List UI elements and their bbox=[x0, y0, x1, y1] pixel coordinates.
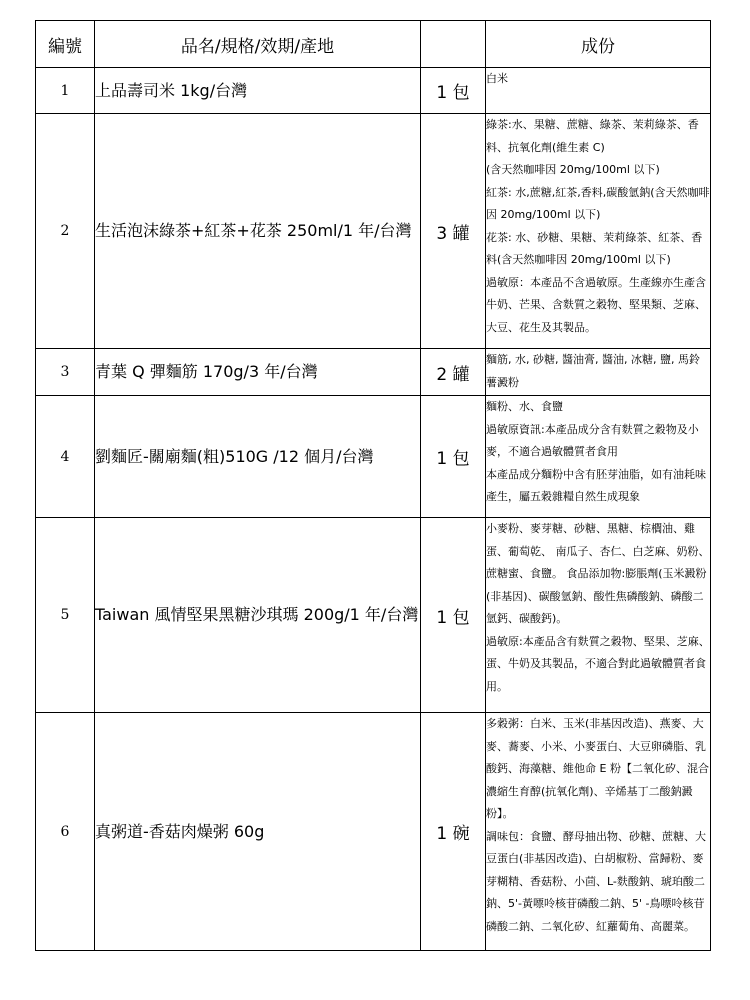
allergen-text: 過敏原:本產品含有麩質之穀物、堅果、芝麻、蛋、牛奶及其製品，不適合對此過敏體質者食用。 bbox=[486, 634, 710, 693]
seasoning-text: 調味包：食鹽、酵母抽出物、砂糖、蔗糖、大豆蛋白(非基因改造)、白胡椒粉、當歸粉、麥芽糊精、香菇粉、小茴、L-麩酸鈉、琥珀酸二鈉、5'-黃嘌呤核苷磷酸二鈉、5' -鳥嘌呤核苷磷酸二鈉、二氧化矽、紅蘿蔔角、高麗菜。 bbox=[486, 829, 706, 933]
row-number: 2 bbox=[36, 114, 95, 349]
table-row bbox=[36, 396, 711, 518]
row-number: 3 bbox=[36, 349, 95, 396]
quantity: 1 包 bbox=[421, 518, 486, 713]
product-table bbox=[35, 20, 711, 951]
ingredient-text: 多穀粥：白米、玉米(非基因改造)、燕麥、大麥、蕎麥、小米、小麥蛋白、大豆卵磷脂、乳酸鈣、海藻糖、維他命 E 粉【二氧化矽、混合濃縮生育醇(抗氧化劑)、辛烯基丁二酸鈉澱粉】。 bbox=[486, 717, 709, 820]
ingredient-text: 白米 bbox=[486, 72, 508, 85]
ingredient-text: 紅茶: 水,蔗糖,紅茶,香料,碳酸氫鈉(含天然咖啡因 20mg/100ml 以下) bbox=[486, 185, 710, 221]
header-row bbox=[36, 21, 711, 68]
ingredients-cell bbox=[486, 518, 711, 713]
ingredient-note: 本產品成分麵粉中含有胚芽油脂，如有油耗味產生，屬五穀雜糧自然生成現象 bbox=[486, 467, 706, 503]
allergen-text: 過敏原資訊:本產品成分含有麩質之穀物及小麥，不適合過敏體質者食用 bbox=[486, 422, 699, 458]
table-row bbox=[36, 349, 711, 396]
header-qty bbox=[421, 21, 486, 68]
product-name: 青葉 Q 彈麵筋 170g/3 年/台灣 bbox=[95, 349, 421, 396]
ingredients-cell bbox=[486, 68, 711, 114]
quantity: 1 包 bbox=[421, 68, 486, 114]
quantity: 1 包 bbox=[421, 396, 486, 518]
product-name: 劉麵匠-關廟麵(粗)510G /12 個月/台灣 bbox=[95, 396, 421, 518]
ingredients-cell bbox=[486, 713, 711, 951]
table-row bbox=[36, 68, 711, 114]
quantity: 2 罐 bbox=[421, 349, 486, 396]
product-name: 上品壽司米 1kg/台灣 bbox=[95, 68, 421, 114]
row-number: 6 bbox=[36, 713, 95, 951]
header-ingredients: 成份 bbox=[486, 21, 711, 68]
product-name: Taiwan 風情堅果黑糖沙琪瑪 200g/1 年/台灣 bbox=[95, 518, 421, 713]
product-name: 真粥道-香菇肉燥粥 60g bbox=[95, 713, 421, 951]
ingredients-cell bbox=[486, 114, 711, 349]
ingredient-text: 小麥粉、麥芽糖、砂糖、黑糖、棕櫚油、雞蛋、葡萄乾、 南瓜子、杏仁、白芝麻、奶粉、蔗糖蜜、食鹽。 食品添加物:膨脹劑(玉米澱粉(非基因)、碳酸氫鈉、酸性焦磷酸鈉、磷酸二氫鈣、碳酸鈣)。 bbox=[486, 522, 710, 625]
ingredients-cell bbox=[486, 349, 711, 396]
product-name: 生活泡沫綠茶+紅茶+花茶 250ml/1 年/台灣 bbox=[95, 114, 421, 349]
ingredients-cell bbox=[486, 396, 711, 518]
allergen-text: 過敏原：本產品不含過敏原。生產線亦生產含牛奶、芒果、含麩質之穀物、堅果類、芝麻、大豆、花生及其製品。 bbox=[486, 275, 706, 334]
header-no: 編號 bbox=[36, 21, 95, 68]
table-row bbox=[36, 114, 711, 349]
quantity: 3 罐 bbox=[421, 114, 486, 349]
row-number: 1 bbox=[36, 68, 95, 114]
ingredient-text: 綠茶:水、果糖、蔗糖、綠茶、茉莉綠茶、香料、抗氧化劑(維生素 C) bbox=[486, 118, 699, 154]
table-row bbox=[36, 518, 711, 713]
header-name: 品名/規格/效期/產地 bbox=[95, 21, 421, 68]
row-number: 5 bbox=[36, 518, 95, 713]
ingredient-text: (含天然咖啡因 20mg/100ml 以下) bbox=[486, 163, 660, 176]
row-number: 4 bbox=[36, 396, 95, 518]
table-row bbox=[36, 713, 711, 951]
ingredient-text: 花茶: 水、砂糖、果糖、茉莉綠茶、紅茶、香料(含天然咖啡因 20mg/100ml 以下) bbox=[486, 230, 703, 266]
ingredient-text: 麵粉、水、食鹽 bbox=[486, 400, 563, 413]
ingredient-text: 麵筋, 水, 砂糖, 醬油膏, 醬油, 冰糖, 鹽, 馬鈴薯澱粉 bbox=[486, 353, 700, 389]
quantity: 1 碗 bbox=[421, 713, 486, 951]
